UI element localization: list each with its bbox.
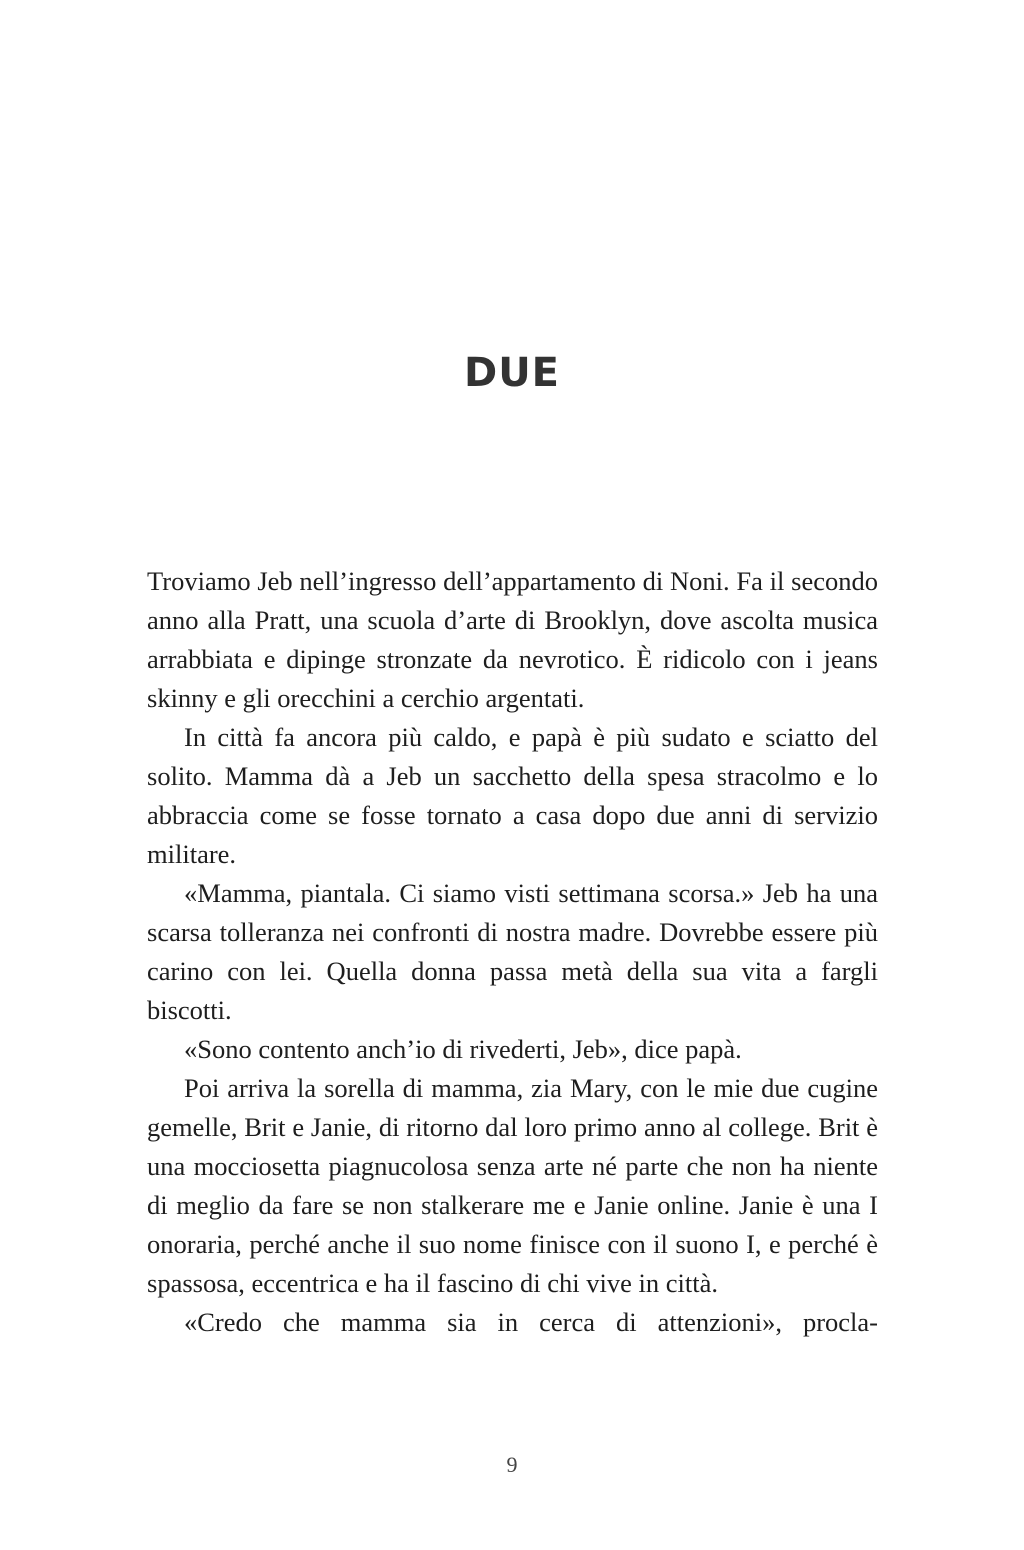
paragraph: In città fa ancora più caldo, e papà è più sudato e sciatto del solito. Mamma dà a Jeb un sacchetto della spesa stracolmo e lo abbraccia come se fosse tornato a casa dopo due anni di servizio militare.	[147, 722, 878, 869]
chapter-title: DUE	[463, 350, 560, 396]
page-number: 9	[506, 1452, 518, 1477]
paragraph: «Mamma, piantala. Ci siamo visti settimana scorsa.» Jeb ha una scarsa tolleranza nei confronti di nostra madre. Dovrebbe essere più carino con lei. Quella donna passa metà della sua vita a fargli biscotti.	[147, 878, 878, 1025]
paragraph: «Sono contento anch’io di rivederti, Jeb», dice papà.	[184, 1034, 742, 1064]
paragraph: Troviamo Jeb nell’ingresso dell’appartamento di Noni. Fa il secondo anno alla Pratt, una scuola d’arte di Brooklyn, dove ascolta musica arrabbiata e dipinge stronzate da nevrotico. È ridicolo con i jeans skinny e gli orecchini a cerchio argentati.	[147, 566, 878, 713]
paragraph: «Credo che mamma sia in cerca di attenzioni», procla-	[184, 1307, 878, 1337]
chapter-body	[147, 562, 878, 1342]
paragraph: Poi arriva la sorella di mamma, zia Mary, con le mie due cugine gemelle, Brit e Janie, di ritorno dal loro primo anno al college. Brit è una mocciosetta piagnucolosa senza arte né parte che non ha niente di meglio da fare se non stalkerare me e Janie online. Janie è una I onoraria, perché anche il suo nome finisce con il suono I, e perché è spassosa, eccentrica e ha il fascino di chi vive in città.	[147, 1073, 878, 1298]
